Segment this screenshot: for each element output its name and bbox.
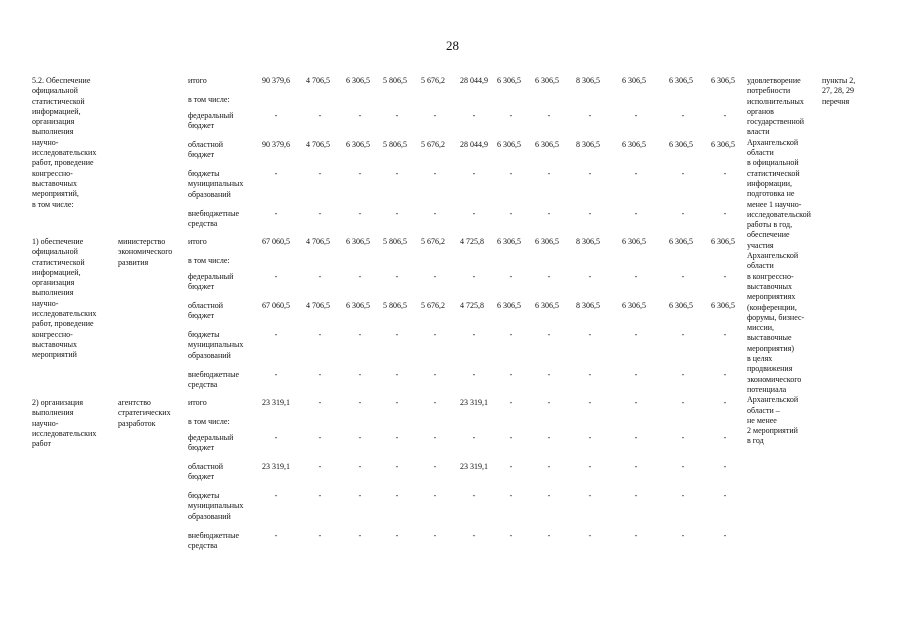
- value-cell: -: [358, 398, 362, 407]
- empty-value-cell: -: [634, 330, 638, 339]
- empty-value-cell: -: [588, 531, 592, 540]
- empty-value-cell: -: [681, 491, 685, 500]
- empty-value-cell: -: [509, 209, 513, 218]
- section-1-name: 5.2. Обеспечение официальной статистической информацией, организация выполнения научно- исследовательских работ, проведение конгрессно- выставочных мероприятий, в том числе:: [32, 76, 97, 209]
- value-cell: 6 306,5: [346, 76, 370, 85]
- empty-value-cell: -: [509, 111, 513, 120]
- row-label: в том числе:: [188, 256, 230, 265]
- empty-value-cell: -: [634, 370, 638, 379]
- value-cell: -: [634, 462, 638, 471]
- value-cell: -: [588, 462, 592, 471]
- empty-value-cell: -: [318, 169, 322, 178]
- value-cell: 23 319,1: [262, 462, 290, 471]
- empty-value-cell: -: [588, 209, 592, 218]
- value-cell: -: [395, 462, 399, 471]
- section-2-executor: министерство экономического развития: [118, 237, 173, 267]
- empty-value-cell: -: [274, 433, 278, 442]
- value-cell: 8 306,5: [576, 301, 600, 310]
- empty-value-cell: -: [509, 169, 513, 178]
- empty-value-cell: -: [433, 531, 437, 540]
- empty-value-cell: -: [588, 491, 592, 500]
- empty-value-cell: -: [358, 209, 362, 218]
- empty-value-cell: -: [274, 111, 278, 120]
- empty-value-cell: -: [723, 531, 727, 540]
- empty-value-cell: -: [634, 433, 638, 442]
- empty-value-cell: -: [318, 111, 322, 120]
- value-cell: 28 044,9: [460, 76, 488, 85]
- value-cell: 6 306,5: [346, 140, 370, 149]
- value-cell: 4 706,5: [306, 76, 330, 85]
- row-label: областной бюджет: [188, 140, 224, 160]
- empty-value-cell: -: [433, 491, 437, 500]
- empty-value-cell: -: [634, 491, 638, 500]
- empty-value-cell: -: [274, 272, 278, 281]
- empty-value-cell: -: [358, 370, 362, 379]
- empty-value-cell: -: [681, 370, 685, 379]
- empty-value-cell: -: [433, 330, 437, 339]
- value-cell: 90 379,6: [262, 76, 290, 85]
- value-cell: -: [318, 462, 322, 471]
- empty-value-cell: -: [318, 531, 322, 540]
- row-label: федеральный бюджет: [188, 111, 234, 131]
- value-cell: -: [395, 398, 399, 407]
- empty-value-cell: -: [274, 330, 278, 339]
- value-cell: 6 306,5: [497, 140, 521, 149]
- value-cell: -: [681, 398, 685, 407]
- row-label: итого: [188, 76, 207, 85]
- value-cell: 5 806,5: [383, 237, 407, 246]
- empty-value-cell: -: [509, 272, 513, 281]
- row-label: внебюджетные средства: [188, 209, 239, 229]
- value-cell: 6 306,5: [497, 301, 521, 310]
- value-cell: 5 676,2: [421, 237, 445, 246]
- empty-value-cell: -: [318, 491, 322, 500]
- empty-value-cell: -: [547, 491, 551, 500]
- empty-value-cell: -: [433, 272, 437, 281]
- empty-value-cell: -: [681, 272, 685, 281]
- value-cell: 6 306,5: [535, 301, 559, 310]
- empty-value-cell: -: [358, 272, 362, 281]
- value-cell: 6 306,5: [622, 76, 646, 85]
- value-cell: -: [547, 462, 551, 471]
- row-label: бюджеты муниципальных образований: [188, 169, 244, 199]
- value-cell: 6 306,5: [622, 140, 646, 149]
- value-cell: 6 306,5: [622, 237, 646, 246]
- empty-value-cell: -: [723, 491, 727, 500]
- empty-value-cell: -: [472, 209, 476, 218]
- value-cell: 6 306,5: [535, 140, 559, 149]
- empty-value-cell: -: [358, 330, 362, 339]
- value-cell: 4 706,5: [306, 237, 330, 246]
- empty-value-cell: -: [472, 272, 476, 281]
- value-cell: -: [433, 398, 437, 407]
- value-cell: 5 676,2: [421, 76, 445, 85]
- empty-value-cell: -: [395, 370, 399, 379]
- empty-value-cell: -: [547, 111, 551, 120]
- value-cell: -: [433, 462, 437, 471]
- empty-value-cell: -: [723, 272, 727, 281]
- row-label: бюджеты муниципальных образований: [188, 330, 244, 360]
- empty-value-cell: -: [274, 531, 278, 540]
- section-3-name: 2) организация выполнения научно- исследовательских работ: [32, 398, 97, 449]
- empty-value-cell: -: [681, 209, 685, 218]
- empty-value-cell: -: [634, 111, 638, 120]
- empty-value-cell: -: [433, 209, 437, 218]
- empty-value-cell: -: [723, 370, 727, 379]
- value-cell: 23 319,1: [460, 462, 488, 471]
- empty-value-cell: -: [681, 433, 685, 442]
- empty-value-cell: -: [433, 433, 437, 442]
- empty-value-cell: -: [509, 330, 513, 339]
- row-label: внебюджетные средства: [188, 370, 239, 390]
- row-label: областной бюджет: [188, 301, 224, 321]
- empty-value-cell: -: [358, 531, 362, 540]
- value-cell: 6 306,5: [535, 76, 559, 85]
- empty-value-cell: -: [547, 531, 551, 540]
- empty-value-cell: -: [358, 111, 362, 120]
- row-label: в том числе:: [188, 417, 230, 426]
- empty-value-cell: -: [395, 111, 399, 120]
- value-cell: 67 060,5: [262, 237, 290, 246]
- empty-value-cell: -: [723, 433, 727, 442]
- row-label: федеральный бюджет: [188, 433, 234, 453]
- empty-value-cell: -: [318, 330, 322, 339]
- value-cell: 4 706,5: [306, 140, 330, 149]
- empty-value-cell: -: [547, 169, 551, 178]
- value-cell: 6 306,5: [346, 237, 370, 246]
- section-2-name: 1) обеспечение официальной статистической информацией, организация выполнения научно- исследовательских работ, проведение конгрессно- выставочных мероприятий: [32, 237, 97, 360]
- row-label: федеральный бюджет: [188, 272, 234, 292]
- value-cell: 6 306,5: [711, 237, 735, 246]
- empty-value-cell: -: [395, 272, 399, 281]
- empty-value-cell: -: [433, 111, 437, 120]
- empty-value-cell: -: [318, 433, 322, 442]
- value-cell: -: [588, 398, 592, 407]
- empty-value-cell: -: [358, 491, 362, 500]
- empty-value-cell: -: [588, 330, 592, 339]
- value-cell: 5 806,5: [383, 140, 407, 149]
- empty-value-cell: -: [274, 491, 278, 500]
- value-cell: 23 319,1: [460, 398, 488, 407]
- empty-value-cell: -: [509, 491, 513, 500]
- empty-value-cell: -: [318, 272, 322, 281]
- empty-value-cell: -: [588, 169, 592, 178]
- empty-value-cell: -: [509, 370, 513, 379]
- empty-value-cell: -: [509, 433, 513, 442]
- empty-value-cell: -: [547, 370, 551, 379]
- empty-value-cell: -: [318, 370, 322, 379]
- empty-value-cell: -: [547, 272, 551, 281]
- value-cell: 6 306,5: [535, 237, 559, 246]
- empty-value-cell: -: [547, 330, 551, 339]
- value-cell: 67 060,5: [262, 301, 290, 310]
- empty-value-cell: -: [395, 531, 399, 540]
- empty-value-cell: -: [634, 169, 638, 178]
- empty-value-cell: -: [395, 169, 399, 178]
- empty-value-cell: -: [681, 111, 685, 120]
- empty-value-cell: -: [433, 169, 437, 178]
- value-cell: -: [547, 398, 551, 407]
- value-cell: 6 306,5: [711, 76, 735, 85]
- empty-value-cell: -: [274, 169, 278, 178]
- value-cell: 5 676,2: [421, 301, 445, 310]
- empty-value-cell: -: [395, 209, 399, 218]
- empty-value-cell: -: [588, 370, 592, 379]
- empty-value-cell: -: [318, 209, 322, 218]
- value-cell: 5 806,5: [383, 76, 407, 85]
- empty-value-cell: -: [634, 531, 638, 540]
- empty-value-cell: -: [681, 169, 685, 178]
- value-cell: 6 306,5: [669, 140, 693, 149]
- empty-value-cell: -: [472, 531, 476, 540]
- value-cell: 23 319,1: [262, 398, 290, 407]
- empty-value-cell: -: [358, 169, 362, 178]
- section-3-executor: агентство стратегических разработок: [118, 398, 171, 428]
- value-cell: -: [509, 398, 513, 407]
- value-cell: 90 379,6: [262, 140, 290, 149]
- empty-value-cell: -: [472, 433, 476, 442]
- value-cell: 6 306,5: [669, 237, 693, 246]
- empty-value-cell: -: [681, 330, 685, 339]
- empty-value-cell: -: [433, 370, 437, 379]
- empty-value-cell: -: [588, 111, 592, 120]
- empty-value-cell: -: [588, 433, 592, 442]
- row-label: бюджеты муниципальных образований: [188, 491, 244, 521]
- empty-value-cell: -: [274, 209, 278, 218]
- empty-value-cell: -: [723, 169, 727, 178]
- value-cell: -: [634, 398, 638, 407]
- value-cell: 6 306,5: [497, 237, 521, 246]
- page-number: 28: [446, 38, 459, 53]
- empty-value-cell: -: [274, 370, 278, 379]
- empty-value-cell: -: [634, 272, 638, 281]
- empty-value-cell: -: [472, 491, 476, 500]
- empty-value-cell: -: [395, 433, 399, 442]
- value-cell: 28 044,9: [460, 140, 488, 149]
- row-label: внебюджетные средства: [188, 531, 239, 551]
- value-cell: 8 306,5: [576, 140, 600, 149]
- reference-points: пункты 2, 27, 28, 29 перечня: [822, 76, 856, 106]
- value-cell: 5 806,5: [383, 301, 407, 310]
- value-cell: 4 725,8: [460, 237, 484, 246]
- empty-value-cell: -: [472, 330, 476, 339]
- value-cell: -: [509, 462, 513, 471]
- value-cell: 6 306,5: [711, 301, 735, 310]
- empty-value-cell: -: [588, 272, 592, 281]
- value-cell: -: [318, 398, 322, 407]
- value-cell: 8 306,5: [576, 237, 600, 246]
- value-cell: 5 676,2: [421, 140, 445, 149]
- row-label: областной бюджет: [188, 462, 224, 482]
- value-cell: 6 306,5: [711, 140, 735, 149]
- value-cell: 6 306,5: [669, 76, 693, 85]
- value-cell: 6 306,5: [669, 301, 693, 310]
- empty-value-cell: -: [472, 370, 476, 379]
- empty-value-cell: -: [723, 209, 727, 218]
- row-label: итого: [188, 237, 207, 246]
- value-cell: 6 306,5: [497, 76, 521, 85]
- empty-value-cell: -: [509, 531, 513, 540]
- value-cell: 8 306,5: [576, 76, 600, 85]
- empty-value-cell: -: [723, 330, 727, 339]
- empty-value-cell: -: [681, 531, 685, 540]
- value-cell: -: [358, 462, 362, 471]
- empty-value-cell: -: [395, 491, 399, 500]
- empty-value-cell: -: [472, 169, 476, 178]
- value-cell: -: [723, 462, 727, 471]
- value-cell: -: [681, 462, 685, 471]
- empty-value-cell: -: [634, 209, 638, 218]
- empty-value-cell: -: [358, 433, 362, 442]
- empty-value-cell: -: [723, 111, 727, 120]
- value-cell: 6 306,5: [346, 301, 370, 310]
- value-cell: 4 725,8: [460, 301, 484, 310]
- empty-value-cell: -: [472, 111, 476, 120]
- row-label: в том числе:: [188, 95, 230, 104]
- value-cell: 6 306,5: [622, 301, 646, 310]
- empty-value-cell: -: [395, 330, 399, 339]
- value-cell: -: [723, 398, 727, 407]
- result-description: удовлетворение потребности исполнительных органов государственной власти Архангельской области в официальной статистической информации, подготовка не менее 1 научно- исследовательской работы в год, обеспечение участия Архангельской области в конгрессно- выставочных мероприятиях (конференции, форумы, бизнес- миссии, выставочные мероприятия) в целях продвижения экономического потенциала Архангельской области – не менее 2 мероприятий в год: [747, 76, 811, 446]
- row-label: итого: [188, 398, 207, 407]
- empty-value-cell: -: [547, 209, 551, 218]
- empty-value-cell: -: [547, 433, 551, 442]
- value-cell: 4 706,5: [306, 301, 330, 310]
